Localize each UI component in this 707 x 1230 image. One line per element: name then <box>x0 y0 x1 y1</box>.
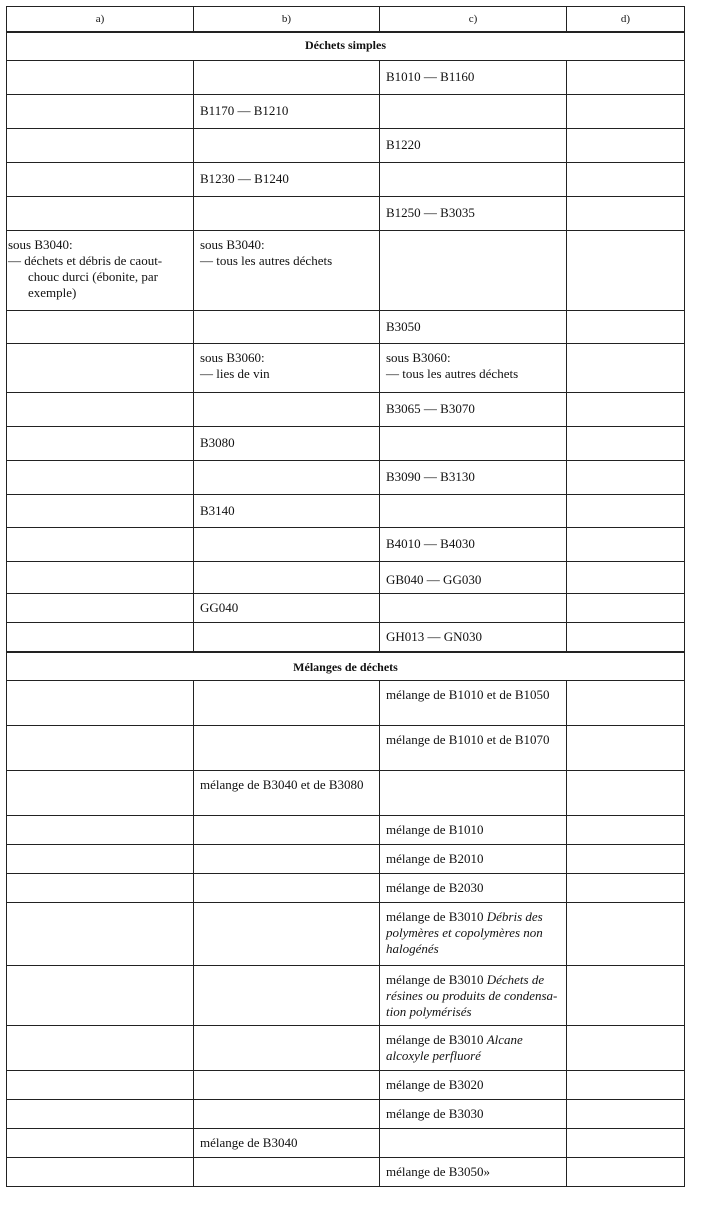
table-row <box>7 427 685 461</box>
cell-c: B3065 — B3070 <box>380 393 567 427</box>
cell-b <box>194 681 380 726</box>
cell-c-italic: Déchets de résines ou produits de condensa-tion polymérisés <box>386 972 558 1019</box>
table-row <box>7 1026 685 1071</box>
column-header-c: c) <box>380 7 567 33</box>
cell-a <box>7 874 194 903</box>
cell-d <box>567 726 685 771</box>
column-header-row <box>7 7 685 33</box>
cell-a <box>7 1158 194 1187</box>
cell-d <box>567 129 685 163</box>
cell-c: GH013 — GN030 <box>380 623 567 653</box>
cell-a <box>7 495 194 528</box>
cell-c <box>380 1026 567 1071</box>
cell-b: GG040 <box>194 594 380 623</box>
cell-d <box>567 344 685 393</box>
cell-d <box>567 427 685 461</box>
table-row <box>7 726 685 771</box>
cell-a <box>7 231 194 311</box>
cell-b <box>194 344 380 393</box>
cell-c: mélange de B3020 <box>380 1071 567 1100</box>
cell-c <box>380 903 567 966</box>
cell-c <box>380 1129 567 1158</box>
cell-b <box>194 1071 380 1100</box>
table-row <box>7 771 685 816</box>
cell-b <box>194 197 380 231</box>
cell-c-italic: Débris des polymères et copolymères non halogénés <box>386 909 543 956</box>
cell-c: mélange de B3050» <box>380 1158 567 1187</box>
cell-c <box>380 966 567 1026</box>
cell-b <box>194 393 380 427</box>
cell-d <box>567 816 685 845</box>
cell-c: B4010 — B4030 <box>380 528 567 562</box>
cell-a <box>7 726 194 771</box>
section-title-waste-mixtures: Mélanges de déchets <box>7 652 685 681</box>
cell-a <box>7 816 194 845</box>
cell-d <box>567 623 685 653</box>
cell-b <box>194 528 380 562</box>
cell-a <box>7 197 194 231</box>
table-row <box>7 129 685 163</box>
cell-d <box>567 1129 685 1158</box>
cell-d <box>567 771 685 816</box>
cell-d <box>567 393 685 427</box>
cell-a <box>7 61 194 95</box>
cell-a <box>7 681 194 726</box>
cell-c-heading: sous B3060: <box>386 350 451 365</box>
cell-a <box>7 163 194 197</box>
table-row <box>7 311 685 344</box>
cell-c: B1250 — B3035 <box>380 197 567 231</box>
cell-a <box>7 1071 194 1100</box>
cell-d <box>567 562 685 594</box>
cell-b <box>194 61 380 95</box>
table-row <box>7 562 685 594</box>
cell-d <box>567 95 685 129</box>
cell-c: B1220 <box>380 129 567 163</box>
cell-c: B3050 <box>380 311 567 344</box>
table-row <box>7 1100 685 1129</box>
cell-b <box>194 1026 380 1071</box>
cell-c-prefix: mélange de B3010 <box>386 1032 484 1047</box>
table-row <box>7 816 685 845</box>
cell-a <box>7 427 194 461</box>
cell-d <box>567 1100 685 1129</box>
table-row <box>7 1129 685 1158</box>
cell-b <box>194 231 380 311</box>
cell-c: mélange de B1010 <box>380 816 567 845</box>
cell-b-heading: sous B3040: <box>200 237 265 252</box>
cell-c: B1010 — B1160 <box>380 61 567 95</box>
cell-a <box>7 845 194 874</box>
cell-b-item: — tous les autres déchets <box>200 253 333 268</box>
table-row <box>7 594 685 623</box>
cell-a <box>7 1100 194 1129</box>
table-row <box>7 1158 685 1187</box>
cell-d <box>567 845 685 874</box>
table-row <box>7 197 685 231</box>
cell-b-item: — lies de vin <box>200 366 270 381</box>
cell-b <box>194 726 380 771</box>
cell-c <box>380 594 567 623</box>
cell-c <box>380 163 567 197</box>
table-row <box>7 903 685 966</box>
cell-c <box>380 231 567 311</box>
cell-b <box>194 874 380 903</box>
cell-c: mélange de B1010 et de B1050 <box>380 681 567 726</box>
cell-b-heading: sous B3060: <box>200 350 265 365</box>
cell-b <box>194 311 380 344</box>
table-row <box>7 163 685 197</box>
cell-b <box>194 966 380 1026</box>
cell-d <box>567 1026 685 1071</box>
column-header-d: d) <box>567 7 685 33</box>
table-row <box>7 1071 685 1100</box>
cell-a <box>7 562 194 594</box>
cell-c: mélange de B3030 <box>380 1100 567 1129</box>
cell-d <box>567 461 685 495</box>
cell-a <box>7 1129 194 1158</box>
table-row <box>7 95 685 129</box>
table-row <box>7 874 685 903</box>
cell-d <box>567 681 685 726</box>
column-header-a: a) <box>7 7 194 33</box>
cell-b <box>194 623 380 653</box>
cell-c <box>380 344 567 393</box>
cell-a <box>7 594 194 623</box>
cell-a <box>7 528 194 562</box>
cell-d <box>567 874 685 903</box>
cell-c: GB040 — GG030 <box>380 562 567 594</box>
section-header-row <box>7 652 685 681</box>
cell-b: B3080 <box>194 427 380 461</box>
cell-b <box>194 461 380 495</box>
table-row <box>7 461 685 495</box>
cell-d <box>567 1071 685 1100</box>
cell-a <box>7 1026 194 1071</box>
cell-b <box>194 562 380 594</box>
cell-d <box>567 903 685 966</box>
table-row <box>7 495 685 528</box>
cell-a <box>7 95 194 129</box>
cell-c <box>380 771 567 816</box>
table-row <box>7 623 685 653</box>
cell-a <box>7 129 194 163</box>
cell-c: mélange de B1010 et de B1070 <box>380 726 567 771</box>
cell-d <box>567 966 685 1026</box>
table-row <box>7 231 685 311</box>
cell-c-italic: Alcane alcoxyle perfluoré <box>386 1032 523 1063</box>
table-row <box>7 966 685 1026</box>
cell-c-prefix: mélange de B3010 <box>386 972 484 987</box>
table-row <box>7 61 685 95</box>
cell-b: B1170 — B1210 <box>194 95 380 129</box>
cell-b <box>194 845 380 874</box>
cell-a <box>7 393 194 427</box>
table-row <box>7 845 685 874</box>
cell-d <box>567 528 685 562</box>
cell-b: B3140 <box>194 495 380 528</box>
cell-a <box>7 771 194 816</box>
cell-b <box>194 129 380 163</box>
cell-d <box>567 1158 685 1187</box>
cell-c-item: — tous les autres déchets <box>386 366 519 381</box>
cell-b <box>194 903 380 966</box>
cell-b <box>194 1158 380 1187</box>
cell-a <box>7 461 194 495</box>
cell-a <box>7 311 194 344</box>
cell-c <box>380 427 567 461</box>
cell-c: mélange de B2010 <box>380 845 567 874</box>
cell-a <box>7 966 194 1026</box>
cell-b <box>194 1100 380 1129</box>
cell-a <box>7 344 194 393</box>
cell-b <box>194 816 380 845</box>
cell-a-item: — déchets et débris de caout-chouc durci (ébonite, par exemple) <box>8 253 163 300</box>
section-header-row <box>7 32 685 61</box>
table-row <box>7 681 685 726</box>
column-header-b: b) <box>194 7 380 33</box>
cell-d <box>567 197 685 231</box>
section-title-simple-waste: Déchets simples <box>7 32 685 61</box>
table-row <box>7 528 685 562</box>
cell-d <box>567 61 685 95</box>
table-row <box>7 344 685 393</box>
cell-c <box>380 495 567 528</box>
cell-b: mélange de B3040 et de B3080 <box>194 771 380 816</box>
cell-d <box>567 231 685 311</box>
cell-d <box>567 163 685 197</box>
cell-c <box>380 95 567 129</box>
cell-c-prefix: mélange de B3010 <box>386 909 484 924</box>
table-row <box>7 393 685 427</box>
cell-d <box>567 311 685 344</box>
cell-b: B1230 — B1240 <box>194 163 380 197</box>
cell-d <box>567 495 685 528</box>
cell-c: mélange de B2030 <box>380 874 567 903</box>
cell-b: mélange de B3040 <box>194 1129 380 1158</box>
waste-classification-table <box>6 6 685 1187</box>
cell-d <box>567 594 685 623</box>
cell-a-heading: sous B3040: <box>8 237 73 252</box>
cell-a <box>7 903 194 966</box>
cell-a <box>7 623 194 653</box>
cell-c: B3090 — B3130 <box>380 461 567 495</box>
